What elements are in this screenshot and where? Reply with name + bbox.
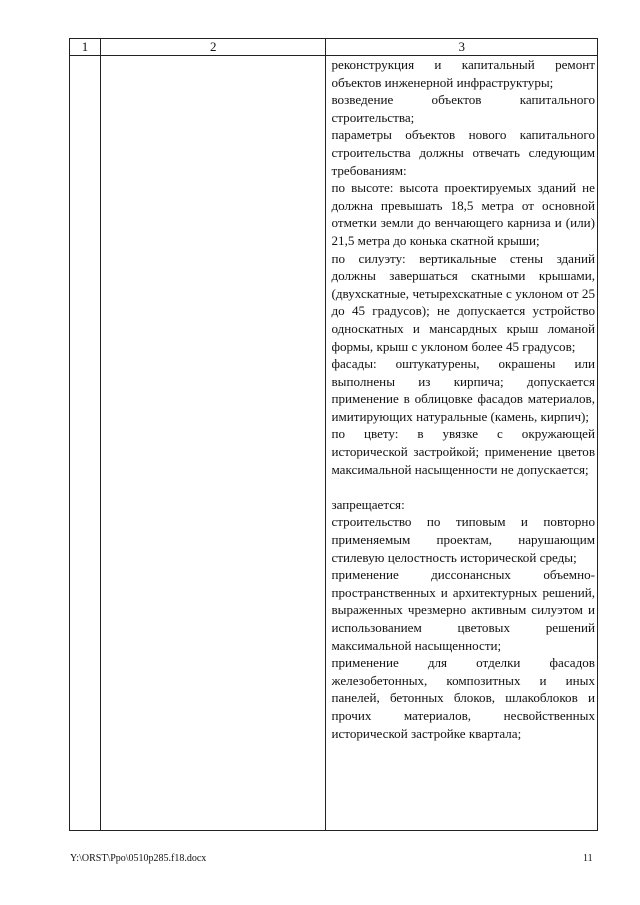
header-cell-3: 3 [326, 39, 598, 56]
table-header-row [70, 39, 598, 56]
page-number: 11 [583, 853, 593, 864]
paragraph: запрещается: [331, 496, 405, 512]
document-table [69, 38, 598, 831]
paragraph: по цвету: в увязке с окружающей исторической застройкой; применение цветов максимальной насыщенности не допускается; [331, 426, 595, 477]
paragraph: по высоте: высота проектируемых зданий не должна превышать 18,5 метра от основной отметки земли до венчающего карниза и (или) 21,5 метра до конька скатной крыши; [331, 180, 595, 248]
body-cell-3 [326, 56, 598, 831]
body-cell-1 [70, 56, 101, 831]
header-cell-1: 1 [70, 39, 101, 56]
paragraph: применение диссонансных объемно-пространственных и архитектурных решений, выраженных чрезмерно активным силуэтом и использованием цветовых решений максимальной насыщенности; [331, 567, 595, 653]
paragraph: возведение объектов капитального строительства; [331, 92, 595, 125]
header-cell-2: 2 [101, 39, 326, 56]
footer-file-path: Y:\ORST\Ppo\0510p285.f18.docx [70, 853, 207, 864]
paragraph: параметры объектов нового капитального строительства должны отвечать следующим требованиям: [331, 127, 595, 178]
paragraph: применение для отделки фасадов железобетонных, композитных и иных панелей, бетонных блоков, шлакоблоков и прочих материалов, несвойственных исторической застройке квартала; [331, 655, 595, 741]
paragraph: реконструкция и капитальный ремонт объектов инженерной инфраструктуры; [331, 57, 595, 90]
paragraph: фасады: оштукатурены, окрашены или выполнены из кирпича; допускается применение в облицовке фасадов материалов, имитирующих натуральные (камень, кирпич); [331, 356, 595, 424]
table-body-row [70, 56, 598, 831]
blank-line [331, 478, 595, 496]
paragraph: по силуэту: вертикальные стены зданий должны завершаться скатными крышами, (двухскатные, четырехскатные с уклоном от 25 до 45 градусов); не допускается устройство односкатных и мансардных крыш ломаной формы, крыш с уклоном более 45 градусов; [331, 250, 595, 354]
body-cell-2 [101, 56, 326, 831]
paragraph: строительство по типовым и повторно применяемым проектам, нарушающим стилевую целостность исторической среды; [331, 514, 595, 565]
col3-text [326, 56, 597, 742]
